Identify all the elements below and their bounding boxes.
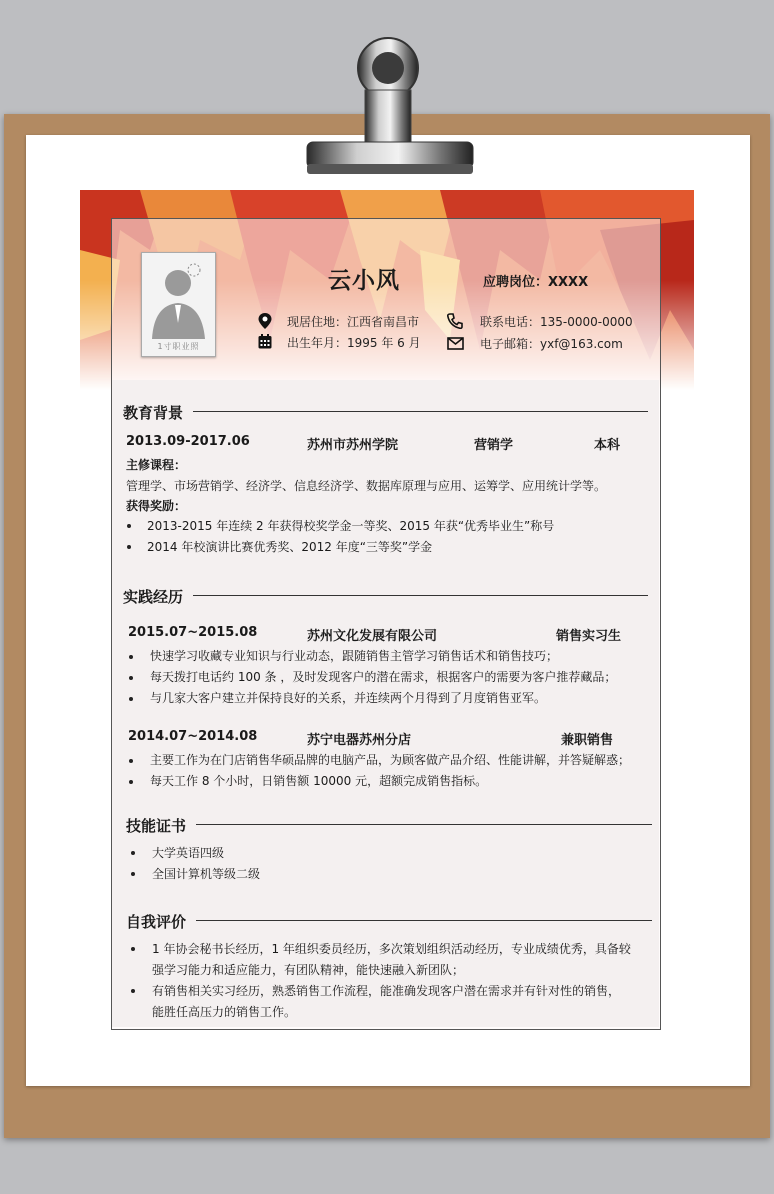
photo-caption: 1寸职业照 bbox=[157, 342, 200, 351]
bullet bbox=[129, 759, 133, 763]
edu-degree: 本科 bbox=[594, 438, 621, 453]
binder-clip bbox=[303, 30, 477, 180]
courses-label: 主修课程： bbox=[126, 458, 187, 472]
self-eval-line: 强学习能力和适应能力，有团队精神，能快速融入新团队； bbox=[152, 963, 465, 977]
bullet bbox=[131, 947, 135, 951]
job-company: 苏州文化发展有限公司 bbox=[307, 629, 438, 644]
bullet bbox=[129, 655, 133, 659]
self-eval-line: 能胜任高压力的销售工作。 bbox=[152, 1005, 297, 1019]
email-icon bbox=[447, 337, 464, 350]
location-pin-icon bbox=[258, 313, 272, 329]
job-point: 与几家大客户建立并保持良好的关系，并连续两个月得到了月度销售亚军。 bbox=[150, 691, 547, 705]
education-title: 教育背景 bbox=[123, 404, 184, 422]
bullet bbox=[129, 780, 133, 784]
calendar-icon bbox=[258, 334, 272, 349]
edu-school: 苏州市苏州学院 bbox=[307, 438, 399, 453]
bullet bbox=[131, 872, 135, 876]
divider bbox=[193, 595, 648, 596]
award-item: 2014 年校演讲比赛优秀奖、2012 年度“三等奖”学金 bbox=[147, 540, 433, 554]
job-role: 销售实习生 bbox=[556, 629, 622, 644]
divider bbox=[193, 411, 648, 412]
courses-text: 管理学、市场营销学、经济学、信息经济学、数据库原理与应用、运筹学、应用统计学等。 bbox=[126, 479, 607, 493]
divider bbox=[196, 920, 652, 921]
job-applied: 应聘岗位：XXXX bbox=[483, 275, 589, 290]
self-eval-line: 有销售相关实习经历，熟悉销售工作流程，能准确发现客户潜在需求并有针对性的销售， bbox=[152, 984, 621, 998]
job-period: 2014.07~2014.08 bbox=[128, 729, 258, 744]
divider bbox=[196, 824, 652, 825]
bullet bbox=[131, 851, 135, 855]
skill-item: 大学英语四级 bbox=[152, 846, 225, 860]
job-point: 主要工作为在门店销售华硕品牌的电脑产品，为顾客做产品介绍、性能讲解，并答疑解惑； bbox=[150, 753, 631, 767]
profile-photo bbox=[141, 252, 216, 357]
self-eval-line: 1 年协会秘书长经历，1 年组织委员经历，多次策划组织活动经历，专业成绩优秀，具备较 bbox=[152, 942, 631, 956]
edu-major: 营销学 bbox=[474, 438, 514, 453]
phone-info: 联系电话：135-0000-0000 bbox=[480, 315, 633, 329]
award-item: 2013-2015 年连续 2 年获得校奖学金一等奖、2015 年获“优秀毕业生”称号 bbox=[147, 519, 555, 533]
bullet bbox=[129, 676, 133, 680]
awards-label: 获得奖励： bbox=[126, 499, 187, 513]
job-period: 2015.07~2015.08 bbox=[128, 625, 258, 640]
avatar-placeholder-icon bbox=[142, 253, 215, 343]
job-role: 兼职销售 bbox=[561, 733, 614, 748]
job-company: 苏宁电器苏州分店 bbox=[307, 733, 412, 748]
job-point: 快速学习收藏专业知识与行业动态，跟随销售主管学习销售话术和销售技巧； bbox=[150, 649, 559, 663]
edu-period: 2013.09-2017.06 bbox=[126, 434, 250, 449]
skills-title: 技能证书 bbox=[126, 817, 187, 835]
birth-info: 出生年月：1995 年 6 月 bbox=[287, 336, 421, 350]
bullet bbox=[127, 545, 131, 549]
bullet bbox=[127, 524, 131, 528]
bullet bbox=[129, 697, 133, 701]
job-point: 每天拨打电话约 100 条 ，及时发现客户的潜在需求，根据客户的需要为客户推荐藏品； bbox=[150, 670, 617, 684]
bullet bbox=[131, 989, 135, 993]
phone-icon bbox=[447, 313, 463, 329]
address-info: 现居住地：江西省南昌市 bbox=[287, 315, 420, 329]
job-point: 每天工作 8 个小时，日销售额 10000 元，超额完成销售指标。 bbox=[150, 774, 488, 788]
skill-item: 全国计算机等级二级 bbox=[152, 867, 261, 881]
email-info: 电子邮箱：yxf@163.com bbox=[480, 337, 623, 351]
candidate-name: 云小风 bbox=[328, 268, 400, 294]
experience-title: 实践经历 bbox=[123, 588, 184, 606]
self-eval-title: 自我评价 bbox=[126, 913, 187, 931]
